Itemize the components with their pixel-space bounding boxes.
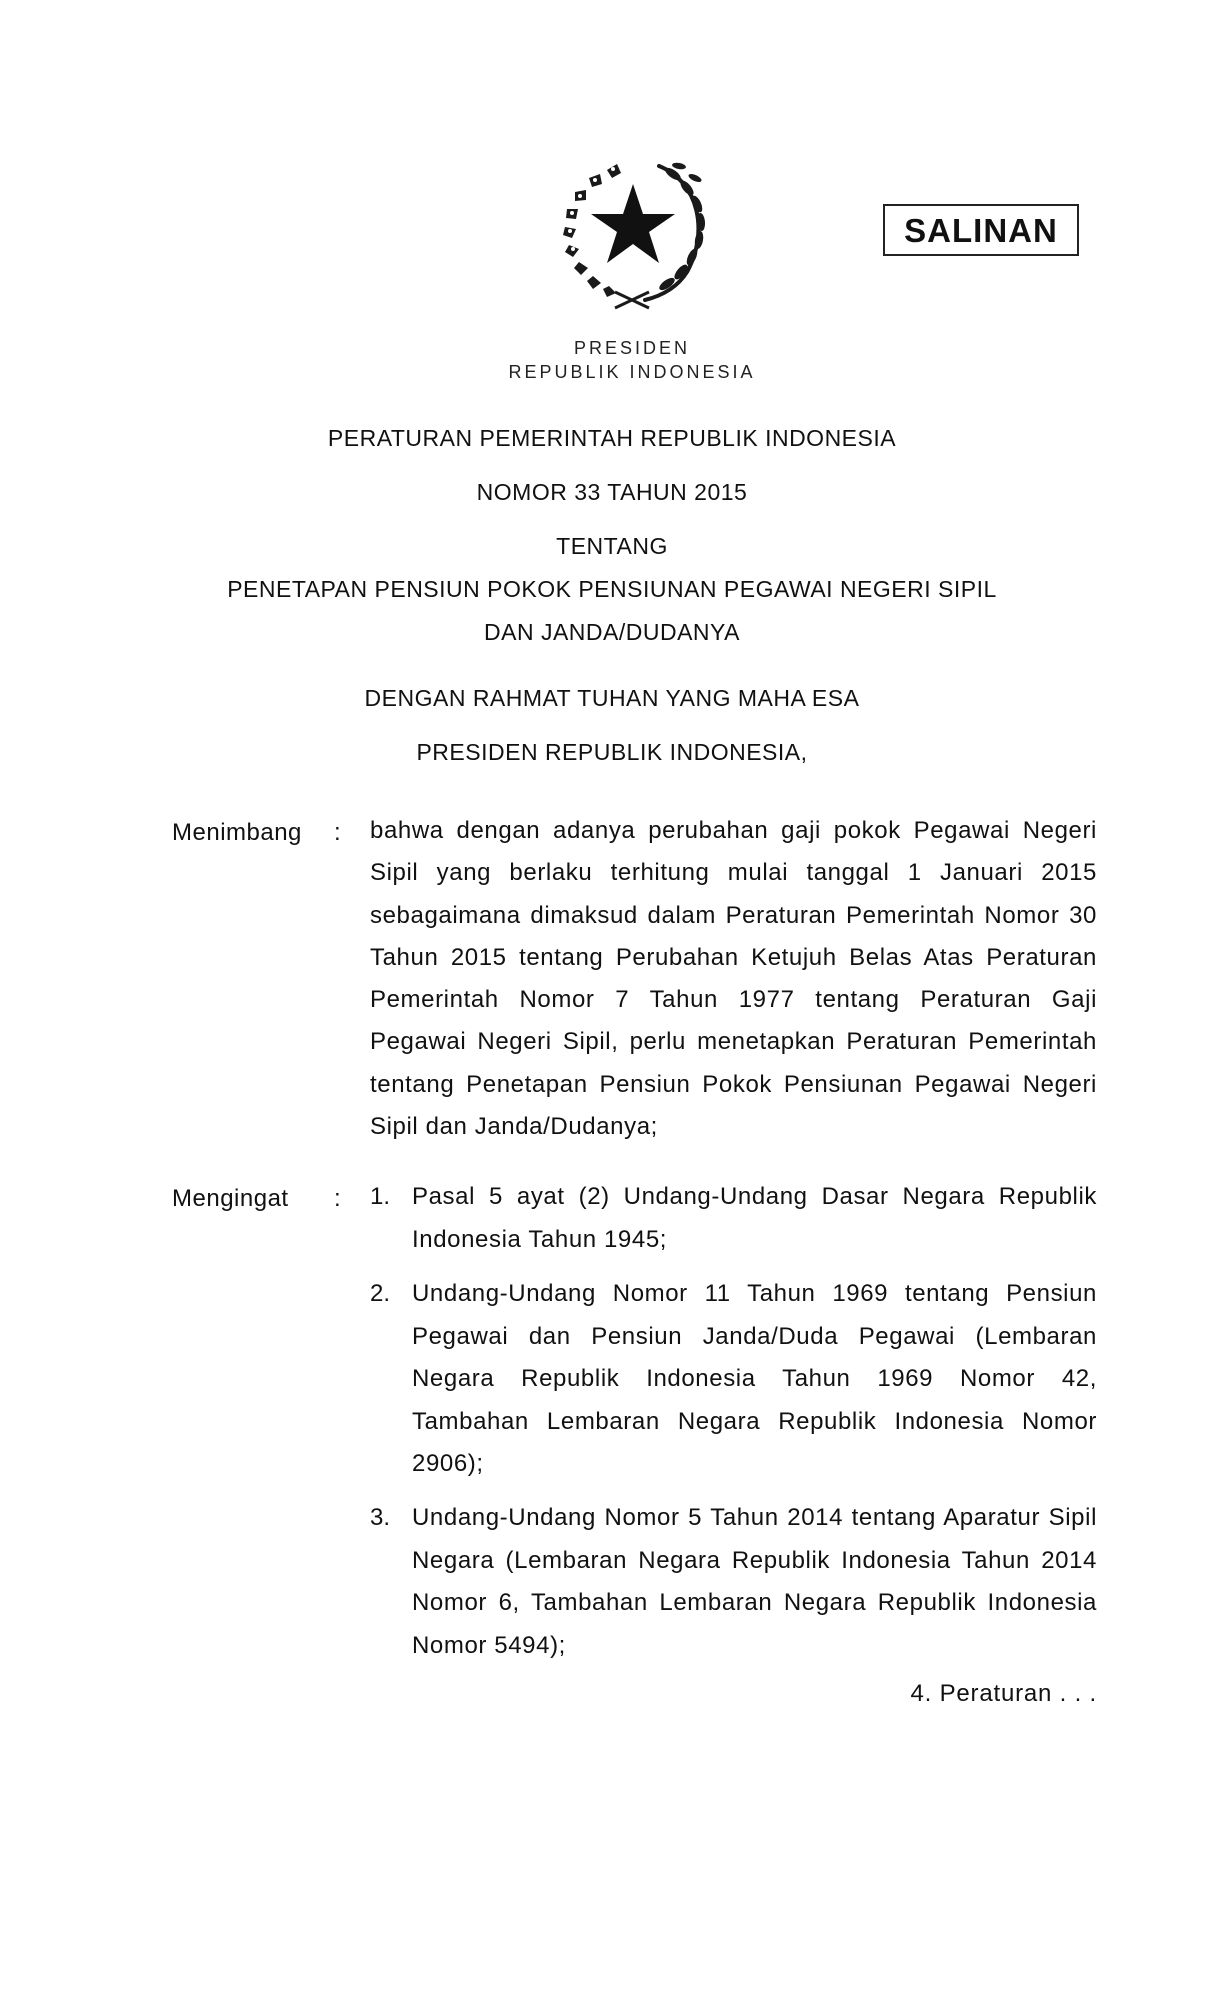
- subject-line-2: DAN JANDA/DUDANYA: [484, 619, 740, 645]
- about-heading: TENTANG: [556, 533, 668, 559]
- regulation-title: PERATURAN PEMERINTAH REPUBLIK INDONESIA: [327, 425, 897, 451]
- blessing-line: DENGAN RAHMAT TUHAN YANG MAHA ESA: [364, 685, 860, 711]
- regulation-number: NOMOR 33 TAHUN 2015: [476, 479, 748, 505]
- remembering-item-text: Pasal 5 ayat (2) Undang-Undang Dasar Negara Republik Indonesia Tahun 1945;: [412, 1183, 1097, 1253]
- considering-label: Menimbang: [172, 819, 302, 846]
- seal-caption-presiden: PRESIDEN: [573, 338, 691, 358]
- remembering-label: Mengingat: [172, 1185, 289, 1212]
- issuer-line: PRESIDEN REPUBLIK INDONESIA,: [416, 739, 808, 765]
- remembering-item-number: 2.: [370, 1280, 391, 1307]
- remembering-item-text: Undang-Undang Nomor 5 Tahun 2014 tentang Aparatur Sipil Negara (Lembaran Negara Republik Indonesia Tahun 2014 Nomor 6, Tambahan Lembaran Negara Republik Indonesia Nomor 5494);: [412, 1504, 1097, 1659]
- seal-caption-republik: REPUBLIK INDONESIA: [508, 362, 756, 382]
- copy-stamp: SALINAN: [883, 204, 1079, 256]
- page-continuation: 4. Peraturan . . .: [910, 1680, 1097, 1707]
- remembering-colon: :: [334, 1185, 341, 1212]
- subject-line-1: PENETAPAN PENSIUN POKOK PENSIUNAN PEGAWAI NEGERI SIPIL: [227, 576, 997, 602]
- considering-colon: :: [334, 819, 341, 846]
- remembering-item-text: Undang-Undang Nomor 11 Tahun 1969 tentang Pensiun Pegawai dan Pensiun Janda/Duda Pegawai (Lembaran Negara Republik Indonesia Tahun 1969 Nomor 42, Tambahan Lembaran Negara Republik Indonesia Nomor 2906);: [412, 1280, 1097, 1477]
- remembering-item-number: 1.: [370, 1183, 391, 1210]
- garuda-star-wreath-emblem-icon: [549, 152, 717, 312]
- remembering-item-number: 3.: [370, 1504, 391, 1531]
- considering-text: bahwa dengan adanya perubahan gaji pokok Pegawai Negeri Sipil yang berlaku terhitung mulai tanggal 1 Januari 2015 sebagaimana dimaksud dalam Peraturan Pemerintah Nomor 30 Tahun 2015 tentang Perubahan Ketujuh Belas Atas Peraturan Pemerintah Nomor 7 Tahun 1977 tentang Peraturan Gaji Pegawai Negeri Sipil, perlu menetapkan Peraturan Pemerintah tentang Penetapan Pensiun Pokok Pensiunan Pegawai Negeri Sipil dan Janda/Dudanya;: [370, 817, 1097, 1141]
